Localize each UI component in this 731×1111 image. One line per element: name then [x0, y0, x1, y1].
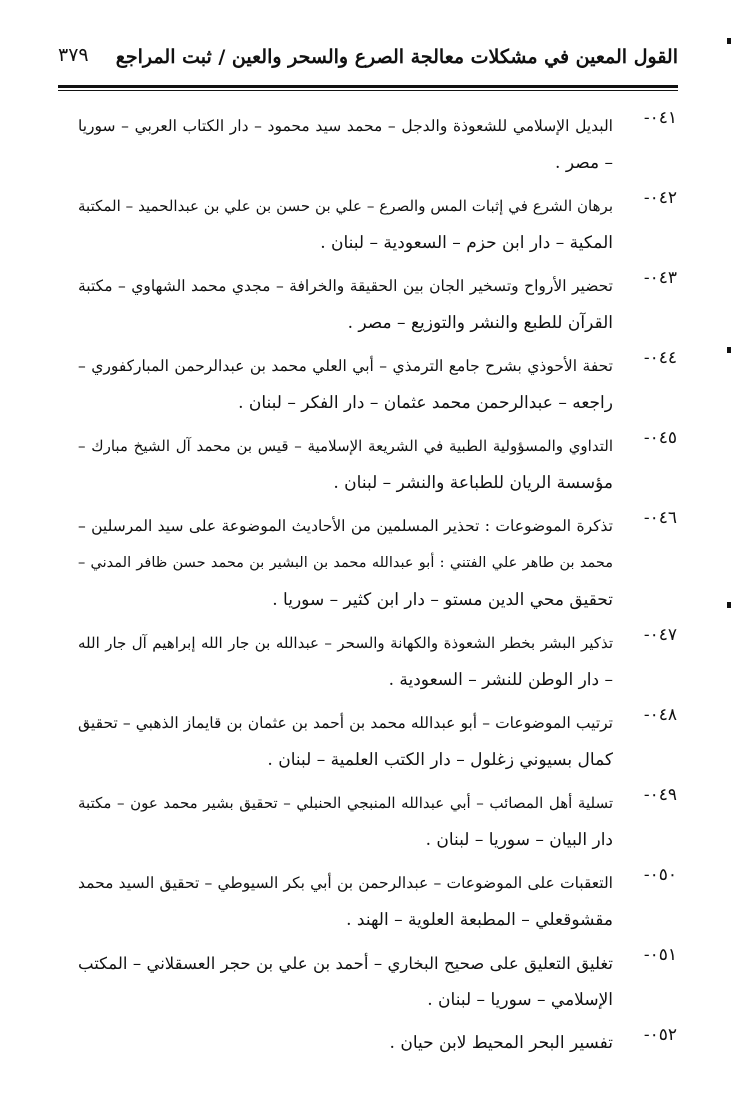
entry-line: – مصر .	[555, 153, 613, 173]
entry-line: تغليق التعليق على صحيح البخاري – أحمد بن علي بن حجر العسقلاني – المكتب	[78, 954, 613, 973]
reference-entry	[78, 785, 677, 859]
entry-line: تذكرة الموضوعات : تحذير المسلمين من الأحاديث الموضوعة على سيد المرسلين –	[78, 517, 613, 535]
entry-line: تحفة الأحوذي بشرح جامع الترمذي – أبي العلي محمد بن عبدالرحمن المباركفوري –	[78, 357, 613, 375]
entry-line: القرآن للطبع والنشر والتوزيع – مصر .	[347, 313, 613, 333]
margin-mark	[727, 347, 731, 353]
entry-number: ٠٤٨-	[643, 705, 677, 725]
reference-entry	[78, 1025, 677, 1062]
entry-line: ترتيب الموضوعات – أبو عبدالله محمد بن أحمد بن عثمان بن قايماز الذهبي – تحقيق	[78, 714, 613, 732]
page-header	[58, 38, 678, 78]
entry-line: الإسلامي – سوريا – لبنان .	[427, 990, 613, 1010]
entry-line: تحقيق محي الدين مستو – دار ابن كثير – سوريا .	[272, 590, 613, 610]
entry-line: المكية – دار ابن حزم – السعودية – لبنان .	[320, 233, 613, 253]
entry-line: تحضير الأرواح وتسخير الجان بين الحقيقة والخرافة – مجدي محمد الشهاوي – مكتبة	[78, 277, 613, 295]
reference-entry	[78, 188, 677, 262]
reference-entry	[78, 268, 677, 342]
reference-entry	[78, 108, 677, 182]
header-rule-thin	[58, 90, 678, 91]
reference-entry	[78, 865, 677, 939]
entry-line: التعقبات على الموضوعات – عبدالرحمن بن أبي بكر السيوطي – تحقيق السيد محمد	[78, 874, 613, 892]
references-list	[78, 108, 677, 1068]
entry-line: – دار الوطن للنشر – السعودية .	[388, 670, 613, 690]
entry-number: ٠٤٥-	[643, 428, 677, 448]
reference-entry	[78, 945, 677, 1019]
entry-line: تفسير البحر المحيط لابن حيان .	[389, 1033, 613, 1053]
entry-number: ٠٤٢-	[643, 188, 677, 208]
entry-line: تذكير البشر بخطر الشعوذة والكهانة والسحر – عبدالله بن جار الله إبراهيم آل جار الله	[78, 634, 613, 652]
entry-line: دار البيان – سوريا – لبنان .	[425, 830, 613, 850]
header-rule-thick	[58, 85, 678, 88]
entry-number: ٠٤٩-	[643, 785, 677, 805]
entry-line: برهان الشرع في إثبات المس والصرع – علي بن حسن بن علي بن عبدالحميد – المكتبة	[78, 197, 613, 215]
running-title: القول المعين في مشكلات معالجة الصرع والسحر والعين / ثبت المراجع	[115, 46, 678, 68]
entry-line: مؤسسة الريان للطباعة والنشر – لبنان .	[333, 473, 613, 493]
entry-line: التداوي والمسؤولية الطبية في الشريعة الإسلامية – قيس بن محمد آل الشيخ مبارك –	[78, 437, 613, 455]
entry-number: ٠٤٤-	[643, 348, 677, 368]
reference-entry	[78, 625, 677, 699]
entry-number: ٠٤٣-	[643, 268, 677, 288]
entry-number: ٠٤١-	[643, 108, 677, 128]
entry-line: راجعه – عبدالرحمن محمد عثمان – دار الفكر – لبنان .	[238, 393, 613, 413]
entry-line: محمد بن طاهر علي الفتني : أبو عبدالله محمد بن البشير بن محمد حسن ظافر المدني –	[78, 555, 613, 571]
entry-number: ٠٥٠-	[643, 865, 677, 885]
page-number: ٣٧٩	[58, 44, 89, 66]
reference-entry	[78, 428, 677, 502]
reference-entry	[78, 348, 677, 422]
entry-line: كمال بسيوني زغلول – دار الكتب العلمية – لبنان .	[267, 750, 613, 770]
entry-number: ٠٤٧-	[643, 625, 677, 645]
entry-number: ٠٤٦-	[643, 508, 677, 528]
margin-mark	[727, 38, 731, 44]
entry-number: ٠٥١-	[643, 945, 677, 965]
entry-number: ٠٥٢-	[643, 1025, 677, 1045]
reference-entry	[78, 508, 677, 619]
reference-entry	[78, 705, 677, 779]
entry-line: مقشوقعلي – المطبعة العلوية – الهند .	[346, 910, 613, 930]
entry-line: البديل الإسلامي للشعوذة والدجل – محمد سيد محمود – دار الكتاب العربي – سوريا	[78, 117, 613, 135]
entry-line: تسلية أهل المصائب – أبي عبدالله المنبجي الحنبلي – تحقيق بشير محمد عون – مكتبة	[78, 794, 613, 812]
margin-mark	[727, 602, 731, 608]
